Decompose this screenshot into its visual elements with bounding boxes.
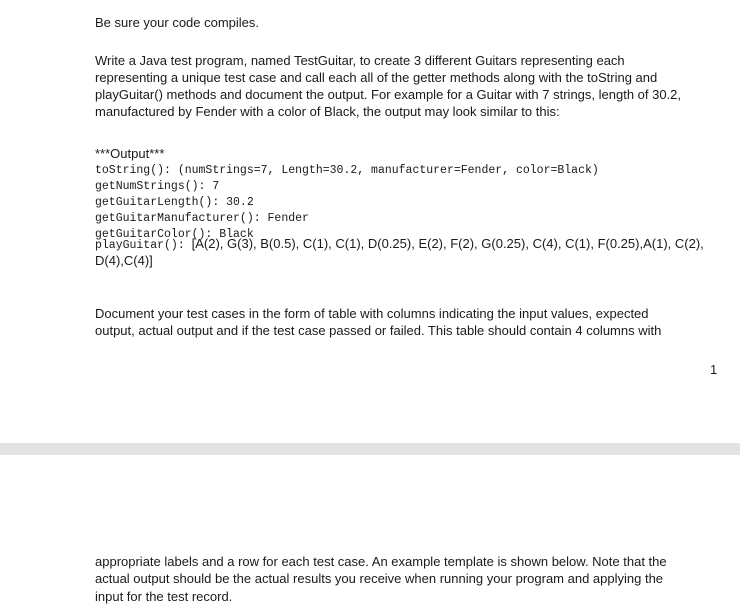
document-para-line: Document your test cases in the form of table with columns indicating the input values, expected bbox=[95, 306, 649, 321]
document-para-line: output, actual output and if the test case passed or failed. This table should contain 4 columns with bbox=[95, 323, 662, 338]
document-page-2 bbox=[0, 455, 740, 614]
output-line: getGuitarManufacturer(): Fender bbox=[95, 212, 309, 225]
instructions-line: Write a Java test program, named TestGuitar, to create 3 different Guitars representing each bbox=[95, 53, 625, 68]
page2-line: actual output should be the actual results you receive when running your program and applying the bbox=[95, 571, 664, 586]
instructions-line: representing a unique test case and call each all of the getter methods along with the toString and bbox=[95, 70, 658, 85]
instructions-line: playGuitar() methods and document the output. For example for a Guitar with 7 strings, length of 30.2, bbox=[95, 87, 682, 102]
play-guitar-line bbox=[95, 235, 704, 254]
output-line: getGuitarColor(): Black bbox=[95, 228, 254, 241]
output-line: getGuitarLength(): 30.2 bbox=[95, 196, 254, 209]
page-number: 1 bbox=[710, 362, 718, 377]
output-header: ***Output*** bbox=[95, 146, 165, 161]
play-guitar-label: playGuitar(): bbox=[95, 239, 192, 252]
play-guitar-notes-cont: D(4),C(4)] bbox=[95, 253, 153, 268]
page-break-gap bbox=[0, 443, 740, 455]
intro-text: Be sure your code compiles. bbox=[95, 15, 260, 30]
output-line: getNumStrings(): 7 bbox=[95, 180, 220, 193]
play-guitar-notes: [A(2), G(3), B(0.5), C(1), C(1), D(0.25), E(2), F(2), G(0.25), C(4), C(1), F(0.25),A(1), C(2), bbox=[191, 236, 704, 251]
output-line: toString(): (numStrings=7, Length=30.2, manufacturer=Fender, color=Black) bbox=[95, 164, 599, 177]
page2-line: appropriate labels and a row for each test case. An example template is shown below. Note that the bbox=[95, 554, 667, 569]
instructions-line: manufactured by Fender with a color of Black, the output may look similar to this: bbox=[95, 104, 560, 119]
page2-line: input for the test record. bbox=[95, 589, 233, 604]
